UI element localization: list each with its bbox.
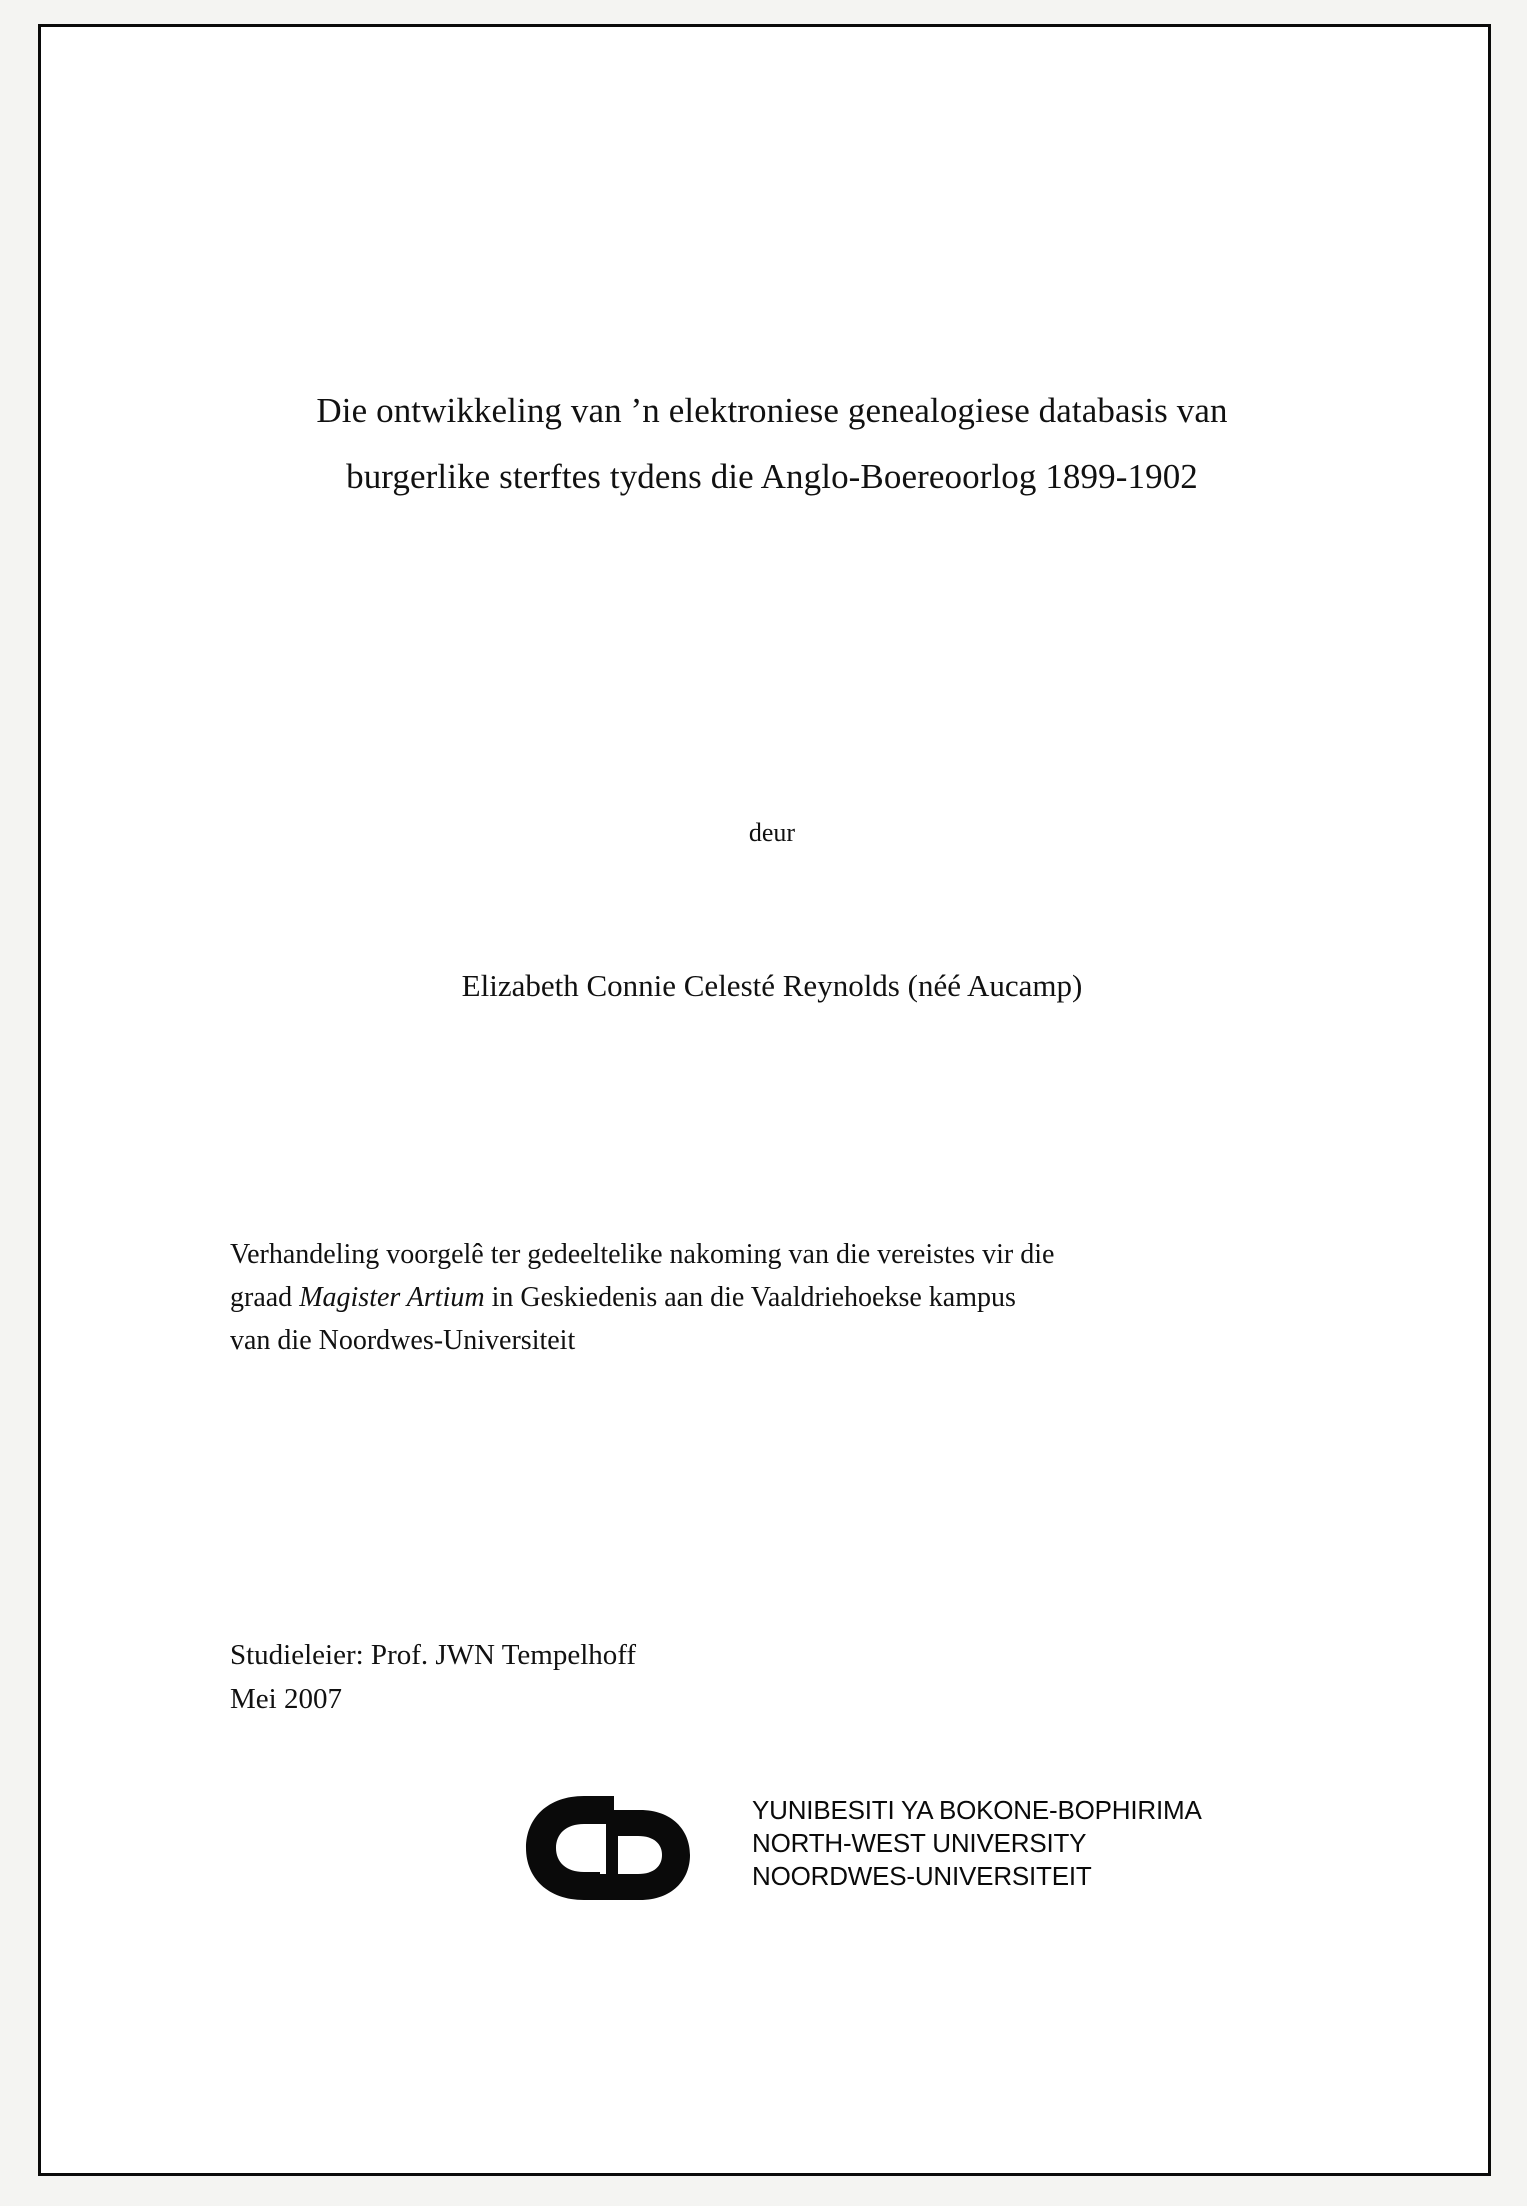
degree-statement-line-2 — [230, 1276, 1320, 1319]
supervisor-block — [230, 1633, 1130, 1721]
by-label: deur — [748, 818, 796, 847]
supervisor-line: Studieleier: Prof. JWN Tempelhoff — [230, 1639, 637, 1671]
degree-name-italic: Magister Artium — [299, 1282, 485, 1313]
title-line-2: burgerlike sterftes tydens die Anglo-Boereoorlog 1899-1902 — [346, 457, 1198, 496]
degree-statement-line-2-pre: graad — [230, 1282, 300, 1313]
logo-text-line-1: YUNIBESITI YA BOKONE-BOPHIRIMA — [752, 1795, 1202, 1825]
degree-statement-line-1: Verhandeling voorgelê ter gedeeltelike nakoming van die vereistes vir die — [230, 1239, 1055, 1270]
page-border — [41, 27, 1488, 2173]
degree-statement — [230, 1233, 1320, 1362]
degree-statement-line-2-post: in Geskiedenis aan die Vaaldriehoekse kampus — [484, 1282, 1016, 1313]
logo-text-line-3: NOORDWES-UNIVERSITEIT — [752, 1861, 1092, 1891]
logo-text-line-2: NORTH-WEST UNIVERSITY — [752, 1828, 1087, 1858]
nwu-logo-icon — [522, 1792, 712, 1904]
title-line-1: Die ontwikkeling van ’n elektroniese genealogiese databasis van — [316, 391, 1228, 430]
author-name: Elizabeth Connie Celesté Reynolds (néé Aucamp) — [461, 968, 1083, 1003]
date-line: Mei 2007 — [230, 1683, 342, 1715]
university-logo — [522, 1788, 1282, 1918]
university-logo-text — [752, 1794, 1202, 1893]
document-page — [38, 24, 1491, 2176]
page-content — [192, 28, 1352, 2172]
page-title — [192, 378, 1352, 510]
degree-statement-line-3: van die Noordwes-Universiteit — [230, 1325, 576, 1356]
